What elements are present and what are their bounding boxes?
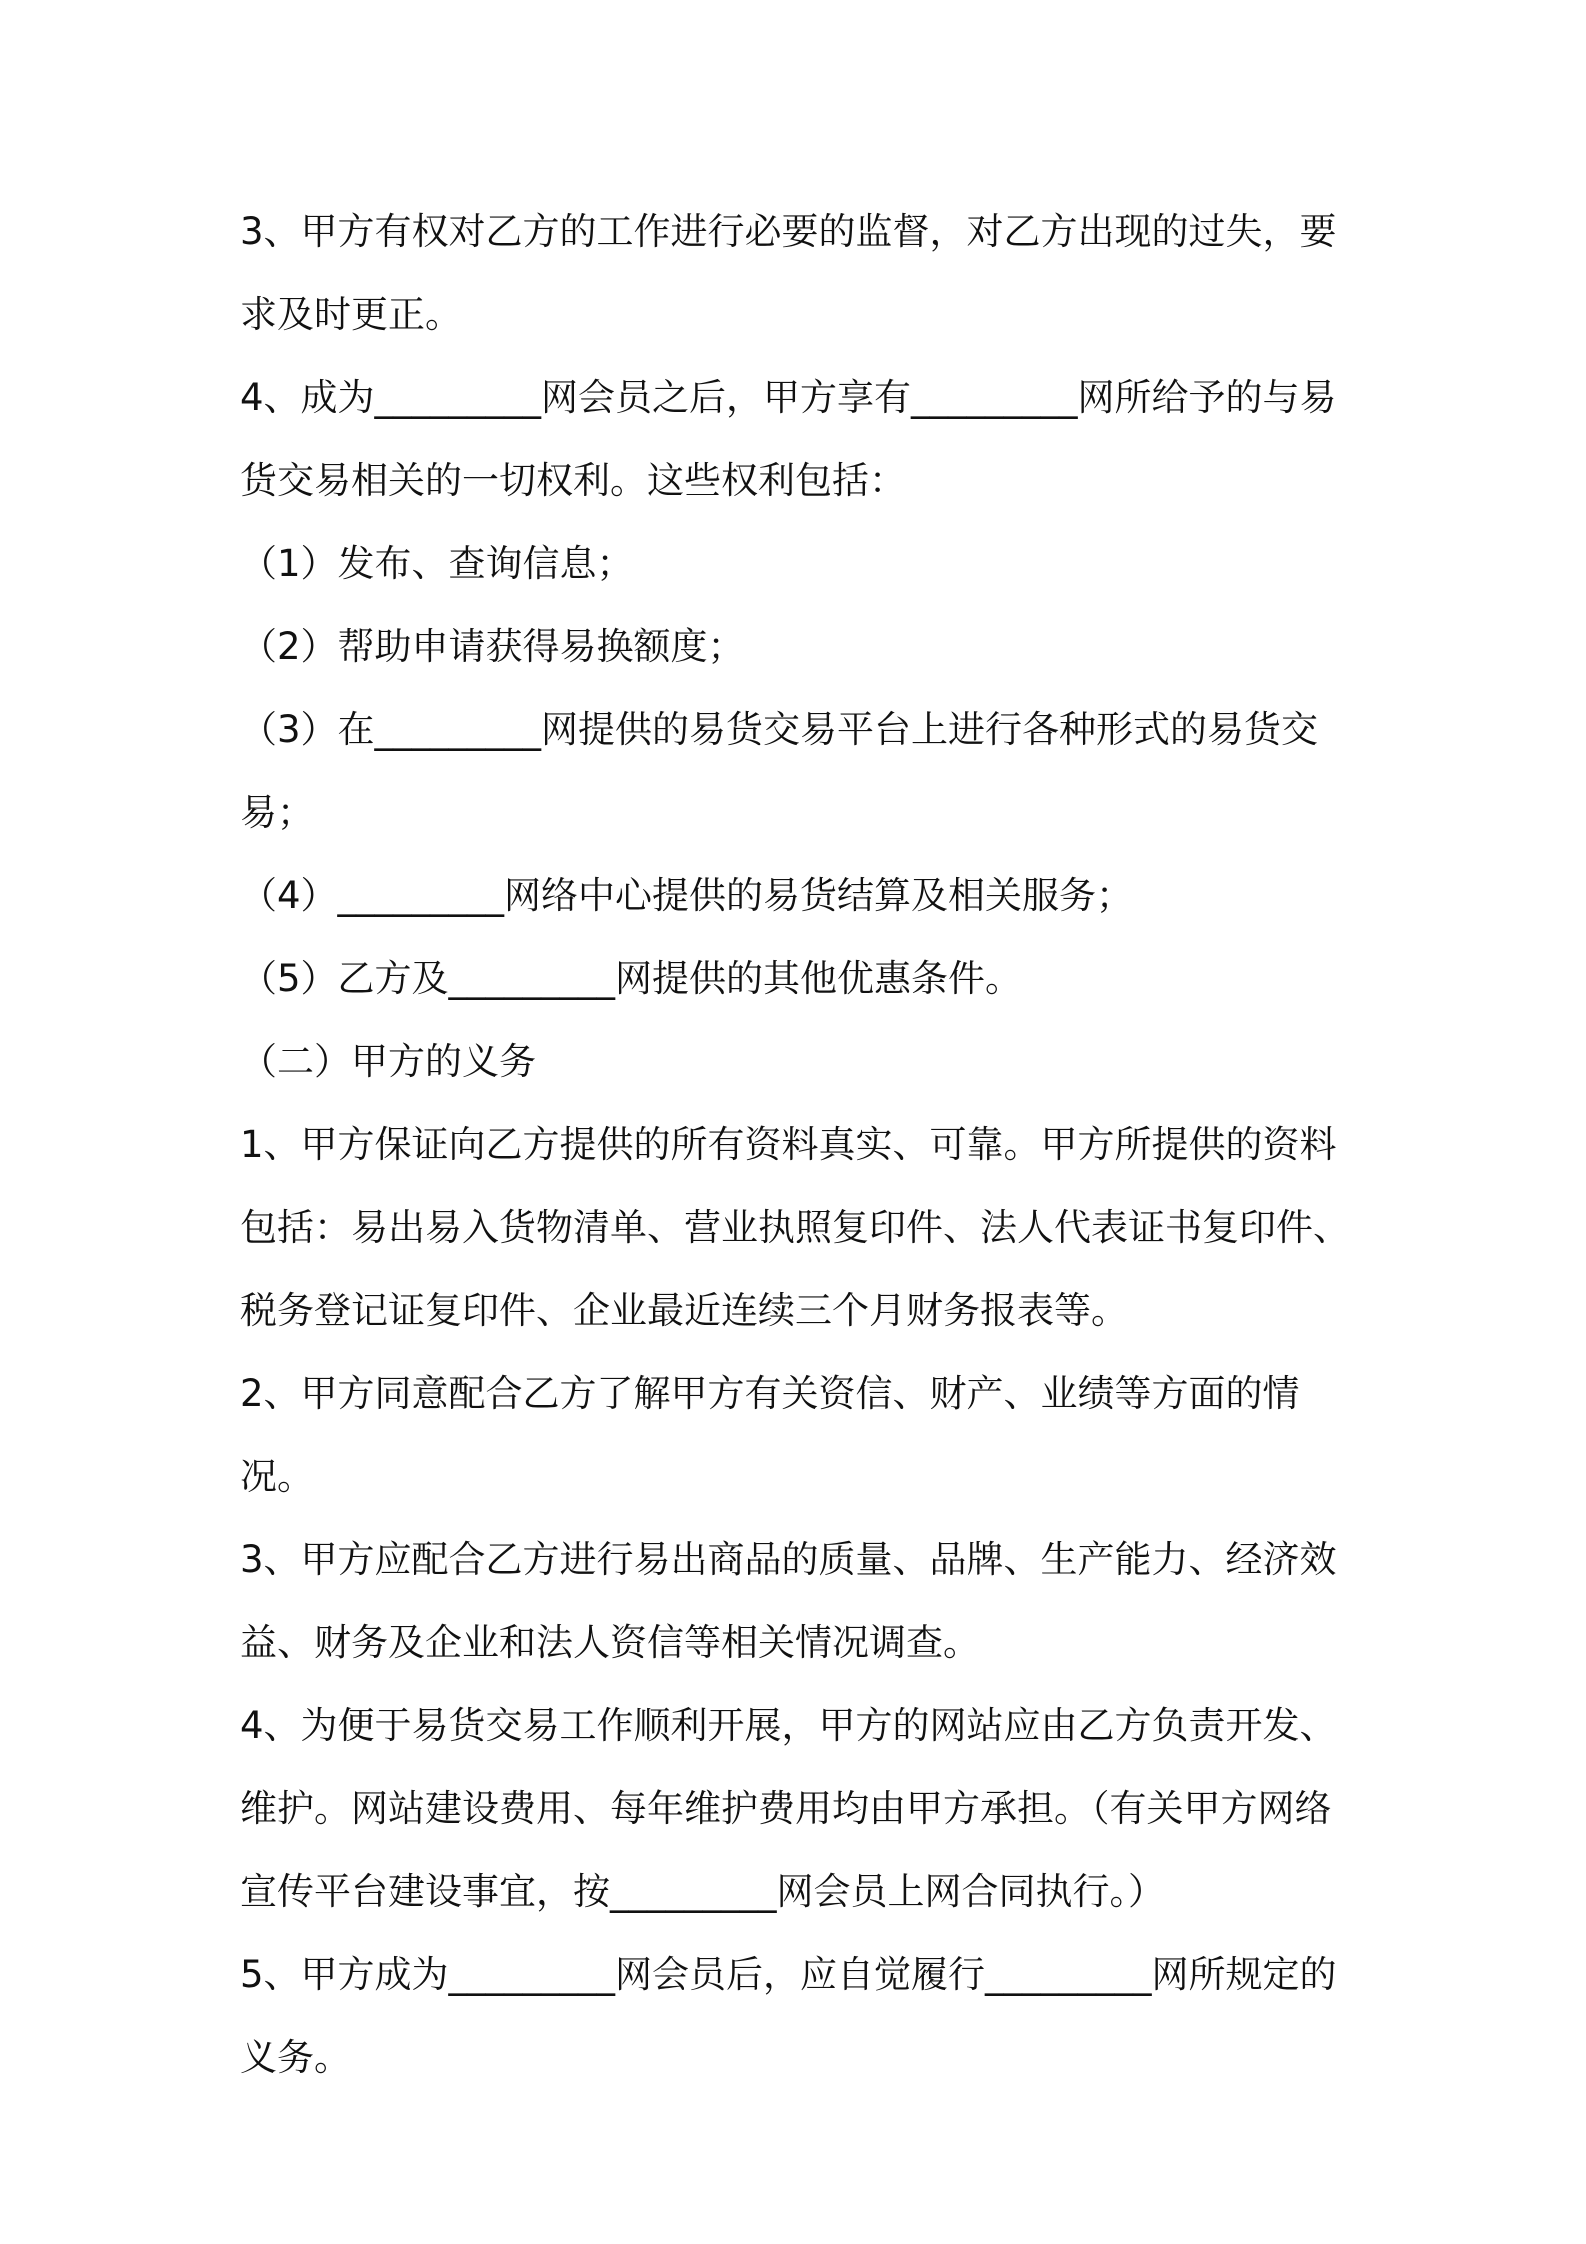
paragraph-obligation-1: 1、甲方保证向乙方提供的所有资料真实、可靠。甲方所提供的资料包括：易出易入货物清单、营业执照复印件、法人代表证书复印件、税务登记证复印件、企业最近连续三个月财务报表等。 — [240, 1123, 1350, 1332]
paragraph-right-2: （2）帮助申请获得易换额度； — [240, 625, 745, 668]
paragraph-obligation-4: 4、为便于易货交易工作顺利开展，甲方的网站应由乙方负责开发、维护。网站建设费用、每年维护费用均由甲方承担。（有关甲方网络宣传平台建设事宜，按_________网会员上网合同执行。） — [240, 1704, 1337, 1913]
paragraph-right-4: （4）_________网络中心提供的易货结算及相关服务； — [240, 874, 1134, 917]
paragraph-supervision: 3、甲方有权对乙方的工作进行必要的监督，对乙方出现的过失，要求及时更正。 — [240, 210, 1337, 336]
paragraph-right-1: （1）发布、查询信息； — [240, 542, 634, 585]
paragraph-obligation-5: 5、甲方成为_________网会员后，应自觉履行_________网所规定的义务。 — [240, 1953, 1337, 2079]
paragraph-obligation-3: 3、甲方应配合乙方进行易出商品的质量、品牌、生产能力、经济效益、财务及企业和法人资信等相关情况调查。 — [240, 1538, 1337, 1664]
paragraph-right-3: （3）在_________网提供的易货交易平台上进行各种形式的易货交易； — [240, 708, 1319, 834]
paragraph-member-rights: 4、成为_________网会员之后，甲方享有_________网所给予的与易货交易相关的一切权利。这些权利包括： — [240, 376, 1337, 502]
paragraph-obligation-2: 2、甲方同意配合乙方了解甲方有关资信、财产、业绩等方面的情况。 — [240, 1372, 1300, 1498]
section-heading-obligations: （二）甲方的义务 — [240, 1040, 536, 1083]
document-body — [240, 190, 1360, 2099]
paragraph-right-5: （5）乙方及_________网提供的其他优惠条件。 — [240, 957, 1023, 1000]
